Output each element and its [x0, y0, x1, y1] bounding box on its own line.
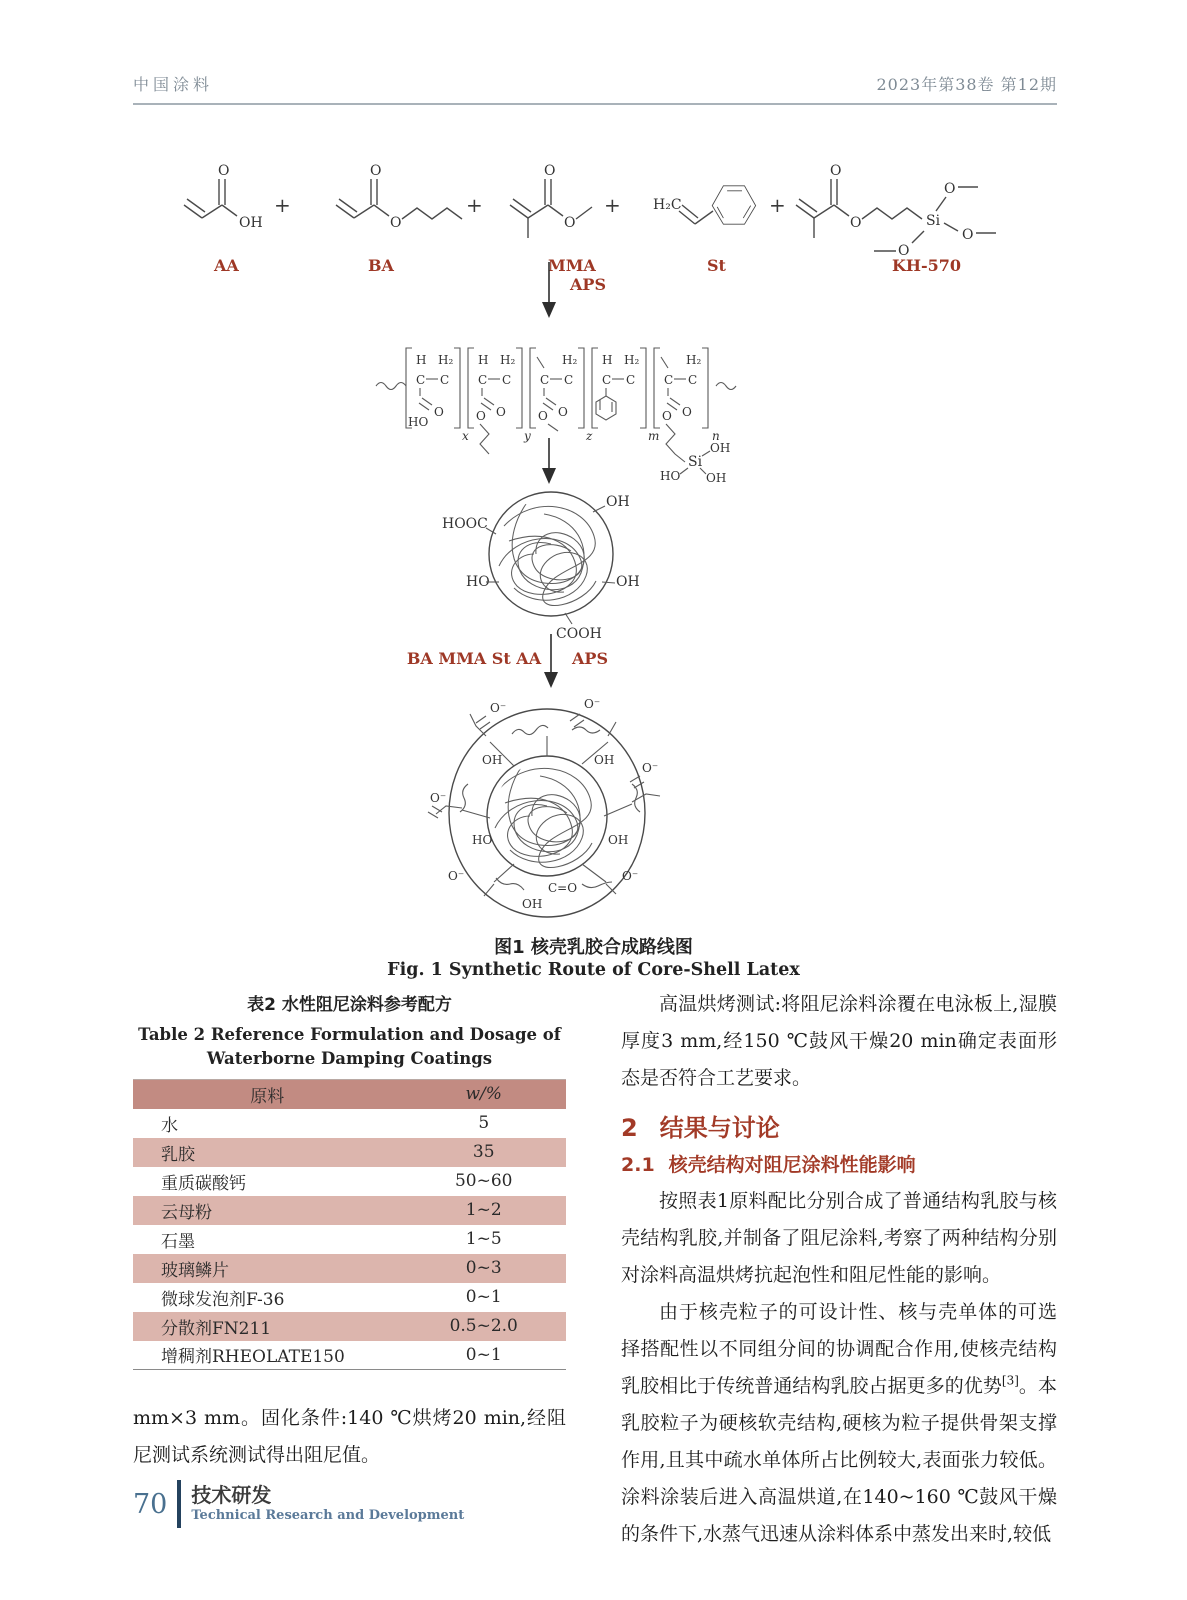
journal-title: 中国涂料 — [133, 75, 214, 94]
atom-c: C — [416, 373, 426, 387]
monomer-label-kh570: KH-570 — [892, 256, 962, 275]
label-cooh: COOH — [556, 626, 602, 642]
cell-material: 石墨 — [161, 1231, 195, 1252]
repeat-unit-y — [468, 348, 531, 454]
atom-o: O — [898, 243, 910, 259]
subscript-n: n — [712, 429, 720, 443]
figure1-caption-en: Fig. 1 Synthetic Route of Core-Shell Latex — [387, 960, 800, 980]
atom-o: O — [962, 227, 974, 243]
repeat-unit-n — [654, 348, 730, 485]
table-row — [133, 1341, 566, 1370]
label-o-minus: O⁻ — [642, 761, 659, 775]
atom-c: C — [626, 373, 636, 387]
atom-o: O — [544, 163, 556, 179]
subscript-m: m — [648, 429, 660, 443]
atom-h2: H₂ — [562, 353, 578, 367]
header-fraction: w/% — [401, 1080, 566, 1109]
subsection-number: 2.1 — [621, 1154, 655, 1176]
atom-c: C — [440, 373, 450, 387]
table-row — [133, 1196, 566, 1225]
label-oh: OH — [606, 494, 630, 510]
atom-oh: OH — [710, 441, 731, 455]
subscript-x: x — [462, 429, 469, 443]
core-shell-particle — [428, 697, 660, 917]
cell-material: 增稠剂RHEOLATE150 — [161, 1347, 345, 1368]
table-row — [133, 1225, 566, 1254]
atom-h2: H₂ — [438, 353, 454, 367]
cell-material: 乳胶 — [133, 1138, 401, 1167]
reaction-arrow-2 — [542, 438, 556, 484]
atom-c: C — [688, 373, 698, 387]
table-row — [133, 1138, 566, 1167]
figure1-scheme — [114, 136, 1074, 931]
cell-value: 1~5 — [465, 1229, 502, 1249]
atom-si: Si — [926, 213, 941, 229]
plus-sign: + — [769, 193, 786, 217]
atom-o: O — [496, 405, 506, 419]
label-o-minus: O⁻ — [584, 697, 601, 711]
atom-c: C — [502, 373, 512, 387]
monomer-label-mma: MMA — [548, 256, 596, 275]
right-column — [621, 986, 1057, 1553]
cell-value: 0~1 — [465, 1287, 502, 1307]
atom-h2: H₂ — [500, 353, 516, 367]
cell-value: 35 — [401, 1138, 566, 1167]
cell-value: 0.5~2.0 — [401, 1312, 566, 1341]
citation-3: [3] — [1001, 1373, 1019, 1388]
label-oh: OH — [482, 753, 503, 767]
cell-value: 0~3 — [401, 1254, 566, 1283]
atom-h2: H₂ — [686, 353, 702, 367]
label-o-minus: O⁻ — [430, 791, 447, 805]
atom-o: O — [558, 405, 568, 419]
header-material: 原料 — [133, 1080, 401, 1109]
subscript-z: z — [586, 429, 593, 443]
atom-oh: OH — [706, 471, 727, 485]
atom-h2: H₂ — [624, 353, 640, 367]
label-oh: OH — [608, 833, 629, 847]
table-row — [133, 1312, 566, 1341]
monomer-label-ba: BA — [368, 256, 394, 275]
table2-title-en-line2: Waterborne Damping Coatings — [206, 1049, 493, 1068]
section-heading-2 — [621, 1108, 1057, 1143]
formulation-table — [133, 1079, 566, 1370]
section-number: 2 — [621, 1114, 638, 1142]
cell-value: 1~2 — [401, 1196, 566, 1225]
atom-o: O — [218, 163, 230, 179]
footer-section-zh: 技术研发 — [191, 1483, 272, 1507]
label-ho: HO — [472, 833, 493, 847]
label-o-minus: O⁻ — [448, 869, 465, 883]
footer-section-en: Technical Research and Development — [191, 1508, 465, 1523]
label-oh: OH — [616, 574, 640, 590]
label-o-minus: O⁻ — [490, 701, 507, 715]
atom-c: C — [540, 373, 550, 387]
cell-material: 玻璃鳞片 — [133, 1254, 401, 1283]
table2-title-en-line1: Table 2 Reference Formulation and Dosage of — [138, 1025, 561, 1044]
atom-h: H — [416, 353, 427, 367]
cell-material: 云母粉 — [133, 1196, 401, 1225]
table-row — [133, 1254, 566, 1283]
atom-c: C — [564, 373, 574, 387]
cell-material: 水 — [161, 1115, 178, 1136]
repeat-unit-x — [406, 348, 469, 443]
label-oh: OH — [594, 753, 615, 767]
page-footer — [133, 1480, 464, 1528]
atom-ho: HO — [660, 469, 681, 483]
atom-si: Si — [688, 454, 703, 470]
curing-note: mm×3 mm。固化条件:140 ℃烘烤20 min,经阻尼测试系统测试得出阻尼值。 — [133, 1407, 566, 1466]
cell-value: 0~1 — [465, 1344, 502, 1365]
atom-h2c: H₂C — [653, 197, 682, 213]
atom-o: O — [564, 215, 576, 231]
table-row — [133, 1283, 566, 1312]
label-oh: OH — [522, 897, 543, 911]
reaction-arrow-3 — [407, 634, 608, 688]
cell-material: 分散剂FN211 — [133, 1312, 401, 1341]
repeat-unit-m — [592, 348, 659, 443]
atom-o: O — [944, 181, 956, 197]
initiator-aps: APS — [572, 649, 608, 668]
step2-monomers: BA MMA St AA — [406, 649, 542, 668]
label-hooc: HOOC — [442, 516, 488, 532]
paragraph-synthesis: 按照表1原料配比分别合成了普通结构乳胶与核壳结构乳胶,并制备了阻尼涂料,考察了两种结构分别对涂料高温烘烤抗起泡性和阻尼性能的影响。 — [621, 1190, 1057, 1286]
atom-o: O — [538, 409, 548, 423]
atom-c: C — [664, 373, 674, 387]
section-heading-2-1 — [621, 1150, 1057, 1177]
plus-sign: + — [466, 193, 483, 217]
label-ho: HO — [466, 574, 490, 590]
atom-o: O — [682, 405, 692, 419]
table-header-row — [133, 1080, 566, 1109]
left-column — [133, 990, 566, 1474]
atom-o: O — [850, 215, 862, 231]
atom-o: O — [390, 215, 402, 231]
table2-title-zh: 表2 水性阻尼涂料参考配方 — [247, 995, 452, 1015]
atom-h: H — [478, 353, 489, 367]
section-title: 结果与讨论 — [659, 1114, 780, 1142]
copolymer-structure — [376, 348, 736, 485]
atom-c: C — [478, 373, 488, 387]
paragraph-baking-test: 高温烘烤测试:将阻尼涂料涂覆在电泳板上,湿膜厚度3 mm,经150 ℃鼓风干燥20 min确定表面形态是否符合工艺要求。 — [621, 993, 1057, 1089]
core-shell-synthesis-diagram — [114, 136, 1074, 931]
initiator-aps: APS — [570, 275, 606, 294]
atom-o: O — [662, 409, 672, 423]
monomer-st — [653, 186, 756, 275]
page-number: 70 — [133, 1488, 168, 1520]
figure1-caption-zh: 图1 核壳乳胶合成路线图 — [494, 937, 693, 958]
atom-h: H — [602, 353, 613, 367]
monomer-ba — [336, 163, 462, 275]
cell-value: 50~60 — [454, 1171, 513, 1191]
subscript-y: y — [524, 429, 531, 443]
plus-sign: + — [274, 193, 291, 217]
monomer-label-aa: AA — [214, 256, 239, 275]
atom-ho: HO — [408, 415, 429, 429]
atom-o: O — [370, 163, 382, 179]
core-latex-particle — [442, 492, 640, 642]
cell-material: 重质碳酸钙 — [161, 1173, 246, 1194]
monomer-label-st: St — [707, 256, 726, 275]
paragraph-text: 。本乳胶粒子为硬核软壳结构,硬核为粒子提供骨架支撑作用,且其中疏水单体所占比例较大,表面张力较低。涂料涂装后进入高温烘道,在140~160 ℃鼓风干燥的条件下,水蒸气迅速从涂料体系中蒸发出来时,较低 — [621, 1375, 1057, 1545]
atom-o: O — [476, 409, 486, 423]
plus-sign: + — [604, 193, 621, 217]
issue-info: 2023年第38卷 第12期 — [876, 75, 1057, 94]
paragraph-core-shell-advantage — [621, 1294, 1057, 1553]
repeat-unit-z — [530, 348, 593, 443]
atom-o: O — [830, 163, 842, 179]
paragraph-text: 由于核壳粒子的可设计性、核与壳单体的可选择搭配性以不同组分间的协调配合作用,使核壳结构乳胶相比于传统普通结构乳胶占据更多的优势 — [621, 1301, 1057, 1397]
cell-value: 5 — [478, 1113, 490, 1133]
atom-o: O — [434, 405, 444, 419]
monomer-mma — [510, 163, 596, 275]
cell-material: 微球发泡剂F-36 — [161, 1289, 285, 1310]
subsection-title: 核壳结构对阻尼涂料性能影响 — [668, 1154, 916, 1176]
footer-divider-bar — [177, 1480, 181, 1528]
label-o-minus: O⁻ — [622, 869, 639, 883]
table-row — [133, 1109, 566, 1138]
monomer-kh570 — [796, 163, 996, 275]
label-c-o: C=O — [548, 881, 578, 895]
atom-c: C — [602, 373, 612, 387]
page-header — [133, 72, 1057, 105]
atom-oh: OH — [239, 215, 263, 231]
table-row — [133, 1167, 566, 1196]
monomer-aa — [184, 163, 263, 275]
